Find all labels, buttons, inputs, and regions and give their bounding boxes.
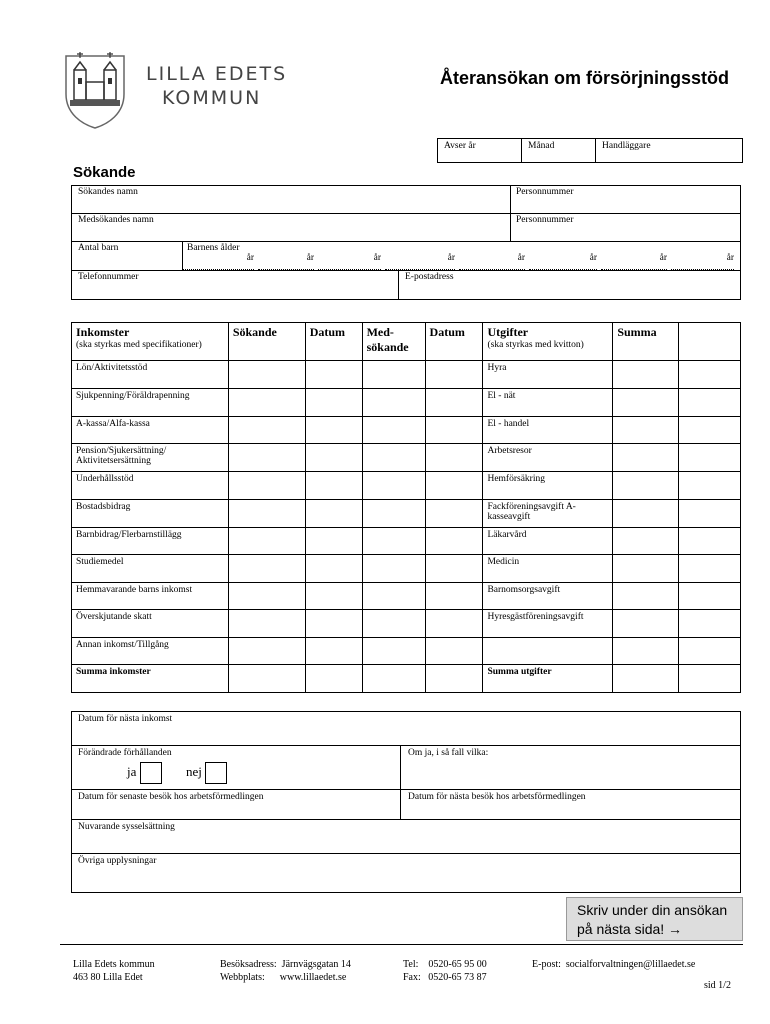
expense-item-label: Summa utgifter [483,665,613,693]
spare-col [679,323,741,361]
expense-item-label: Fackföreningsavgift A-kasseavgift [483,500,613,528]
income-item-label: Underhållsstöd [72,472,229,500]
income-heading: Inkomster [76,325,130,339]
email-label: E-post: [532,959,561,970]
income-item-label: Summa inkomster [72,665,229,693]
applicant-amount-cell[interactable] [228,528,305,555]
date-cell[interactable] [305,665,362,693]
date-cell[interactable] [305,583,362,610]
yes-option[interactable] [127,762,162,784]
fax-label: Fax: [403,972,421,983]
income-item-label: Bostadsbidrag [72,500,229,528]
applicant-name-label: Sökandes namn [78,187,138,197]
date-col-heading-2: Datum [425,323,483,361]
date-cell[interactable] [425,583,483,610]
next-visit-label: Datum för nästa besök hos arbetsförmedlingen [408,792,586,802]
date-cell[interactable] [305,389,362,417]
age-unit: år [659,253,667,263]
finance-row [72,583,741,610]
co-applicant-amount-cell[interactable] [362,472,425,500]
notice-line1: Skriv under din ansökan [577,902,728,918]
applicant-amount-cell[interactable] [228,638,305,665]
footer-visit [220,958,351,984]
finance-row [72,665,741,693]
expense-amount-cell[interactable] [613,444,679,472]
yes-label: ja [127,763,137,779]
date-cell[interactable] [305,417,362,444]
spare-cell[interactable] [679,389,741,417]
income-item-label: Hemmavarande barns inkomst [72,583,229,610]
applicant-amount-cell[interactable] [228,472,305,500]
co-applicant-amount-cell[interactable] [362,610,425,638]
income-item-label: Barnbidrag/Flerbarnstillägg [72,528,229,555]
finance-row [72,638,741,665]
date-cell[interactable] [425,555,483,583]
last-visit-label: Datum för senaste besök hos arbetsförmedlingen [78,792,264,802]
date-cell[interactable] [425,417,483,444]
web-link[interactable]: www.lillaedet.se [279,972,347,983]
expense-item-label: El - handel [483,417,613,444]
tel-label: Tel: [403,959,419,970]
date-cell[interactable] [425,472,483,500]
spare-cell[interactable] [679,417,741,444]
divider [71,819,741,820]
applicant-amount-cell[interactable] [228,610,305,638]
divider [71,853,741,854]
expense-item-label: Arbetsresor [483,444,613,472]
co-applicant-amount-cell[interactable] [362,528,425,555]
date-cell[interactable] [425,444,483,472]
expense-item-label: Barnomsorgsavgift [483,583,613,610]
applicant-amount-cell[interactable] [228,583,305,610]
fax-value: 0520-65 73 87 [428,972,487,983]
income-item-label: Sjukpenning/Föräldrapenning [72,389,229,417]
field-month-label: Månad [528,141,555,151]
footer-org-name: Lilla Edets kommun [73,959,155,970]
sum-col-heading: Summa [613,323,679,361]
expense-amount-cell[interactable] [613,500,679,528]
age-field[interactable] [601,253,667,270]
email-label: E-postadress [405,272,454,282]
yes-checkbox[interactable] [140,762,162,784]
expense-amount-cell[interactable] [613,555,679,583]
co-applicant-pnr-label: Personnummer [516,215,574,225]
visit-label: Besöksadress: [220,959,277,970]
date-cell[interactable] [305,638,362,665]
expense-item-label: Hyra [483,361,613,389]
date-cell[interactable] [305,361,362,389]
divider [510,185,511,241]
applicant-amount-cell[interactable] [228,361,305,389]
date-cell[interactable] [305,444,362,472]
date-cell[interactable] [425,665,483,693]
notice-line2: på nästa sida! → [577,921,683,937]
age-field[interactable] [529,253,597,270]
field-officer-label: Handläggare [602,141,651,151]
expense-amount-cell[interactable] [613,638,679,665]
income-subheading: (ska styrkas med specifikationer) [76,340,202,350]
spare-cell[interactable] [679,472,741,500]
expense-heading: Utgifter [487,325,529,339]
section-applicant-heading: Sökande [73,164,136,181]
age-field[interactable] [258,253,314,270]
age-unit: år [726,253,734,263]
expense-subheading: (ska styrkas med kvitton) [487,340,584,350]
finance-row [72,361,741,389]
co-applicant-amount-cell[interactable] [362,389,425,417]
page-title: Återansökan om försörjningsstöd [440,68,730,88]
finance-row [72,389,741,417]
expense-amount-cell[interactable] [613,610,679,638]
divider [398,270,399,300]
applicant-amount-cell[interactable] [228,555,305,583]
finance-row [72,528,741,555]
children-ages-row [182,253,741,270]
finance-table [71,322,741,693]
co-applicant-amount-cell[interactable] [362,638,425,665]
no-option[interactable] [186,762,227,784]
municipal-coat-of-arms [60,48,130,130]
date-cell[interactable] [425,361,483,389]
footer-postal: 463 80 Lilla Edet [73,972,143,983]
spare-cell[interactable] [679,610,741,638]
field-month[interactable] [522,139,596,163]
age-unit: år [306,253,314,263]
changed-circumstances-label: Förändrade förhållanden [78,748,172,758]
spare-cell[interactable] [679,444,741,472]
divider [71,213,741,214]
spare-cell[interactable] [679,500,741,528]
applicant-amount-cell[interactable] [228,444,305,472]
applicant-amount-cell[interactable] [228,665,305,693]
finance-row [72,555,741,583]
expense-amount-cell[interactable] [613,417,679,444]
spare-cell[interactable] [679,361,741,389]
footer-phone [403,958,487,984]
expense-amount-cell[interactable] [613,583,679,610]
age-field[interactable] [182,253,254,270]
age-field[interactable] [385,253,455,270]
age-unit: år [589,253,597,263]
expense-item-label: El - nät [483,389,613,417]
tel-value: 0520-65 95 00 [428,959,487,970]
date-cell[interactable] [305,555,362,583]
date-cell[interactable] [425,638,483,665]
applicant-amount-cell[interactable] [228,389,305,417]
if-yes-label: Om ja, i så fall vilka: [408,748,489,758]
date-col-heading: Datum [305,323,362,361]
footer-rule [60,944,743,945]
expense-amount-cell[interactable] [613,665,679,693]
web-label: Webbplats: [220,972,265,983]
income-item-label: Pension/Sjukersättning/ Aktivitetsersättning [72,444,229,472]
divider [400,745,401,819]
finance-row [72,417,741,444]
divider [71,270,741,271]
no-checkbox[interactable] [205,762,227,784]
divider [71,789,741,790]
age-unit: år [246,253,254,263]
sign-next-page-notice [566,897,743,941]
date-cell[interactable] [305,610,362,638]
date-cell[interactable] [425,528,483,555]
expense-item-label: Läkarvård [483,528,613,555]
applicant-pnr-label: Personnummer [516,187,574,197]
expense-amount-cell[interactable] [613,528,679,555]
finance-row [72,610,741,638]
no-label: nej [186,763,202,779]
co-applicant-amount-cell[interactable] [362,444,425,472]
income-item-label: Överskjutande skatt [72,610,229,638]
case-fields-table [437,138,743,163]
field-year-label: Avser år [444,141,476,151]
applicant-col-heading: Sökande [228,323,305,361]
co-applicant-amount-cell[interactable] [362,361,425,389]
phone-label: Telefonnummer [78,272,139,282]
age-field[interactable] [318,253,381,270]
org-name-line2: KOMMUN [162,87,262,109]
footer-email [532,958,695,971]
co-applicant-name-label: Medsökandes namn [78,215,154,225]
footer-org [73,958,155,984]
expense-item-label: Hemförsäkring [483,472,613,500]
date-cell[interactable] [305,528,362,555]
age-unit: år [373,253,381,263]
income-item-label: A-kassa/Alfa-kassa [72,417,229,444]
children-ages-label: Barnens ålder [187,243,240,253]
age-field[interactable] [671,253,734,270]
age-unit: år [447,253,455,263]
occupation-label: Nuvarande sysselsättning [78,822,175,832]
expense-item-label: Hyresgästföreningsavgift [483,610,613,638]
org-name-line1: LILLA EDETS [146,63,288,85]
children-count-label: Antal barn [78,243,119,253]
expense-amount-cell[interactable] [613,361,679,389]
income-item-label: Studiemedel [72,555,229,583]
divider [71,745,741,746]
age-unit: år [517,253,525,263]
page-number: sid 1/2 [704,980,731,991]
spare-cell[interactable] [679,555,741,583]
other-info-label: Övriga upplysningar [78,856,157,866]
date-cell[interactable] [305,472,362,500]
date-cell[interactable] [425,389,483,417]
age-field[interactable] [459,253,525,270]
applicant-amount-cell[interactable] [228,500,305,528]
field-year[interactable] [438,139,522,163]
income-item-label: Annan inkomst/Tillgång [72,638,229,665]
income-item-label: Lön/Aktivitetsstöd [72,361,229,389]
spare-cell[interactable] [679,665,741,693]
next-income-label: Datum för nästa inkomst [78,714,173,724]
co-applicant-amount-cell[interactable] [362,417,425,444]
finance-row [72,444,741,472]
spare-cell[interactable] [679,528,741,555]
expense-item-label [483,638,613,665]
spare-cell[interactable] [679,583,741,610]
spare-cell[interactable] [679,638,741,665]
date-cell[interactable] [425,500,483,528]
finance-row [72,500,741,528]
co-applicant-amount-cell[interactable] [362,555,425,583]
co-applicant-col-heading: Med-sökande [362,323,425,361]
email-link[interactable]: socialforvaltningen@lillaedet.se [565,959,696,970]
co-applicant-amount-cell[interactable] [362,583,425,610]
applicant-amount-cell[interactable] [228,417,305,444]
divider [71,241,741,242]
field-officer[interactable] [596,139,743,163]
expense-amount-cell[interactable] [613,389,679,417]
co-applicant-amount-cell[interactable] [362,500,425,528]
expense-item-label: Medicin [483,555,613,583]
finance-row [72,472,741,500]
co-applicant-amount-cell[interactable] [362,665,425,693]
expense-amount-cell[interactable] [613,472,679,500]
date-cell[interactable] [425,610,483,638]
date-cell[interactable] [305,500,362,528]
visit-value: Järnvägsgatan 14 [281,959,351,970]
